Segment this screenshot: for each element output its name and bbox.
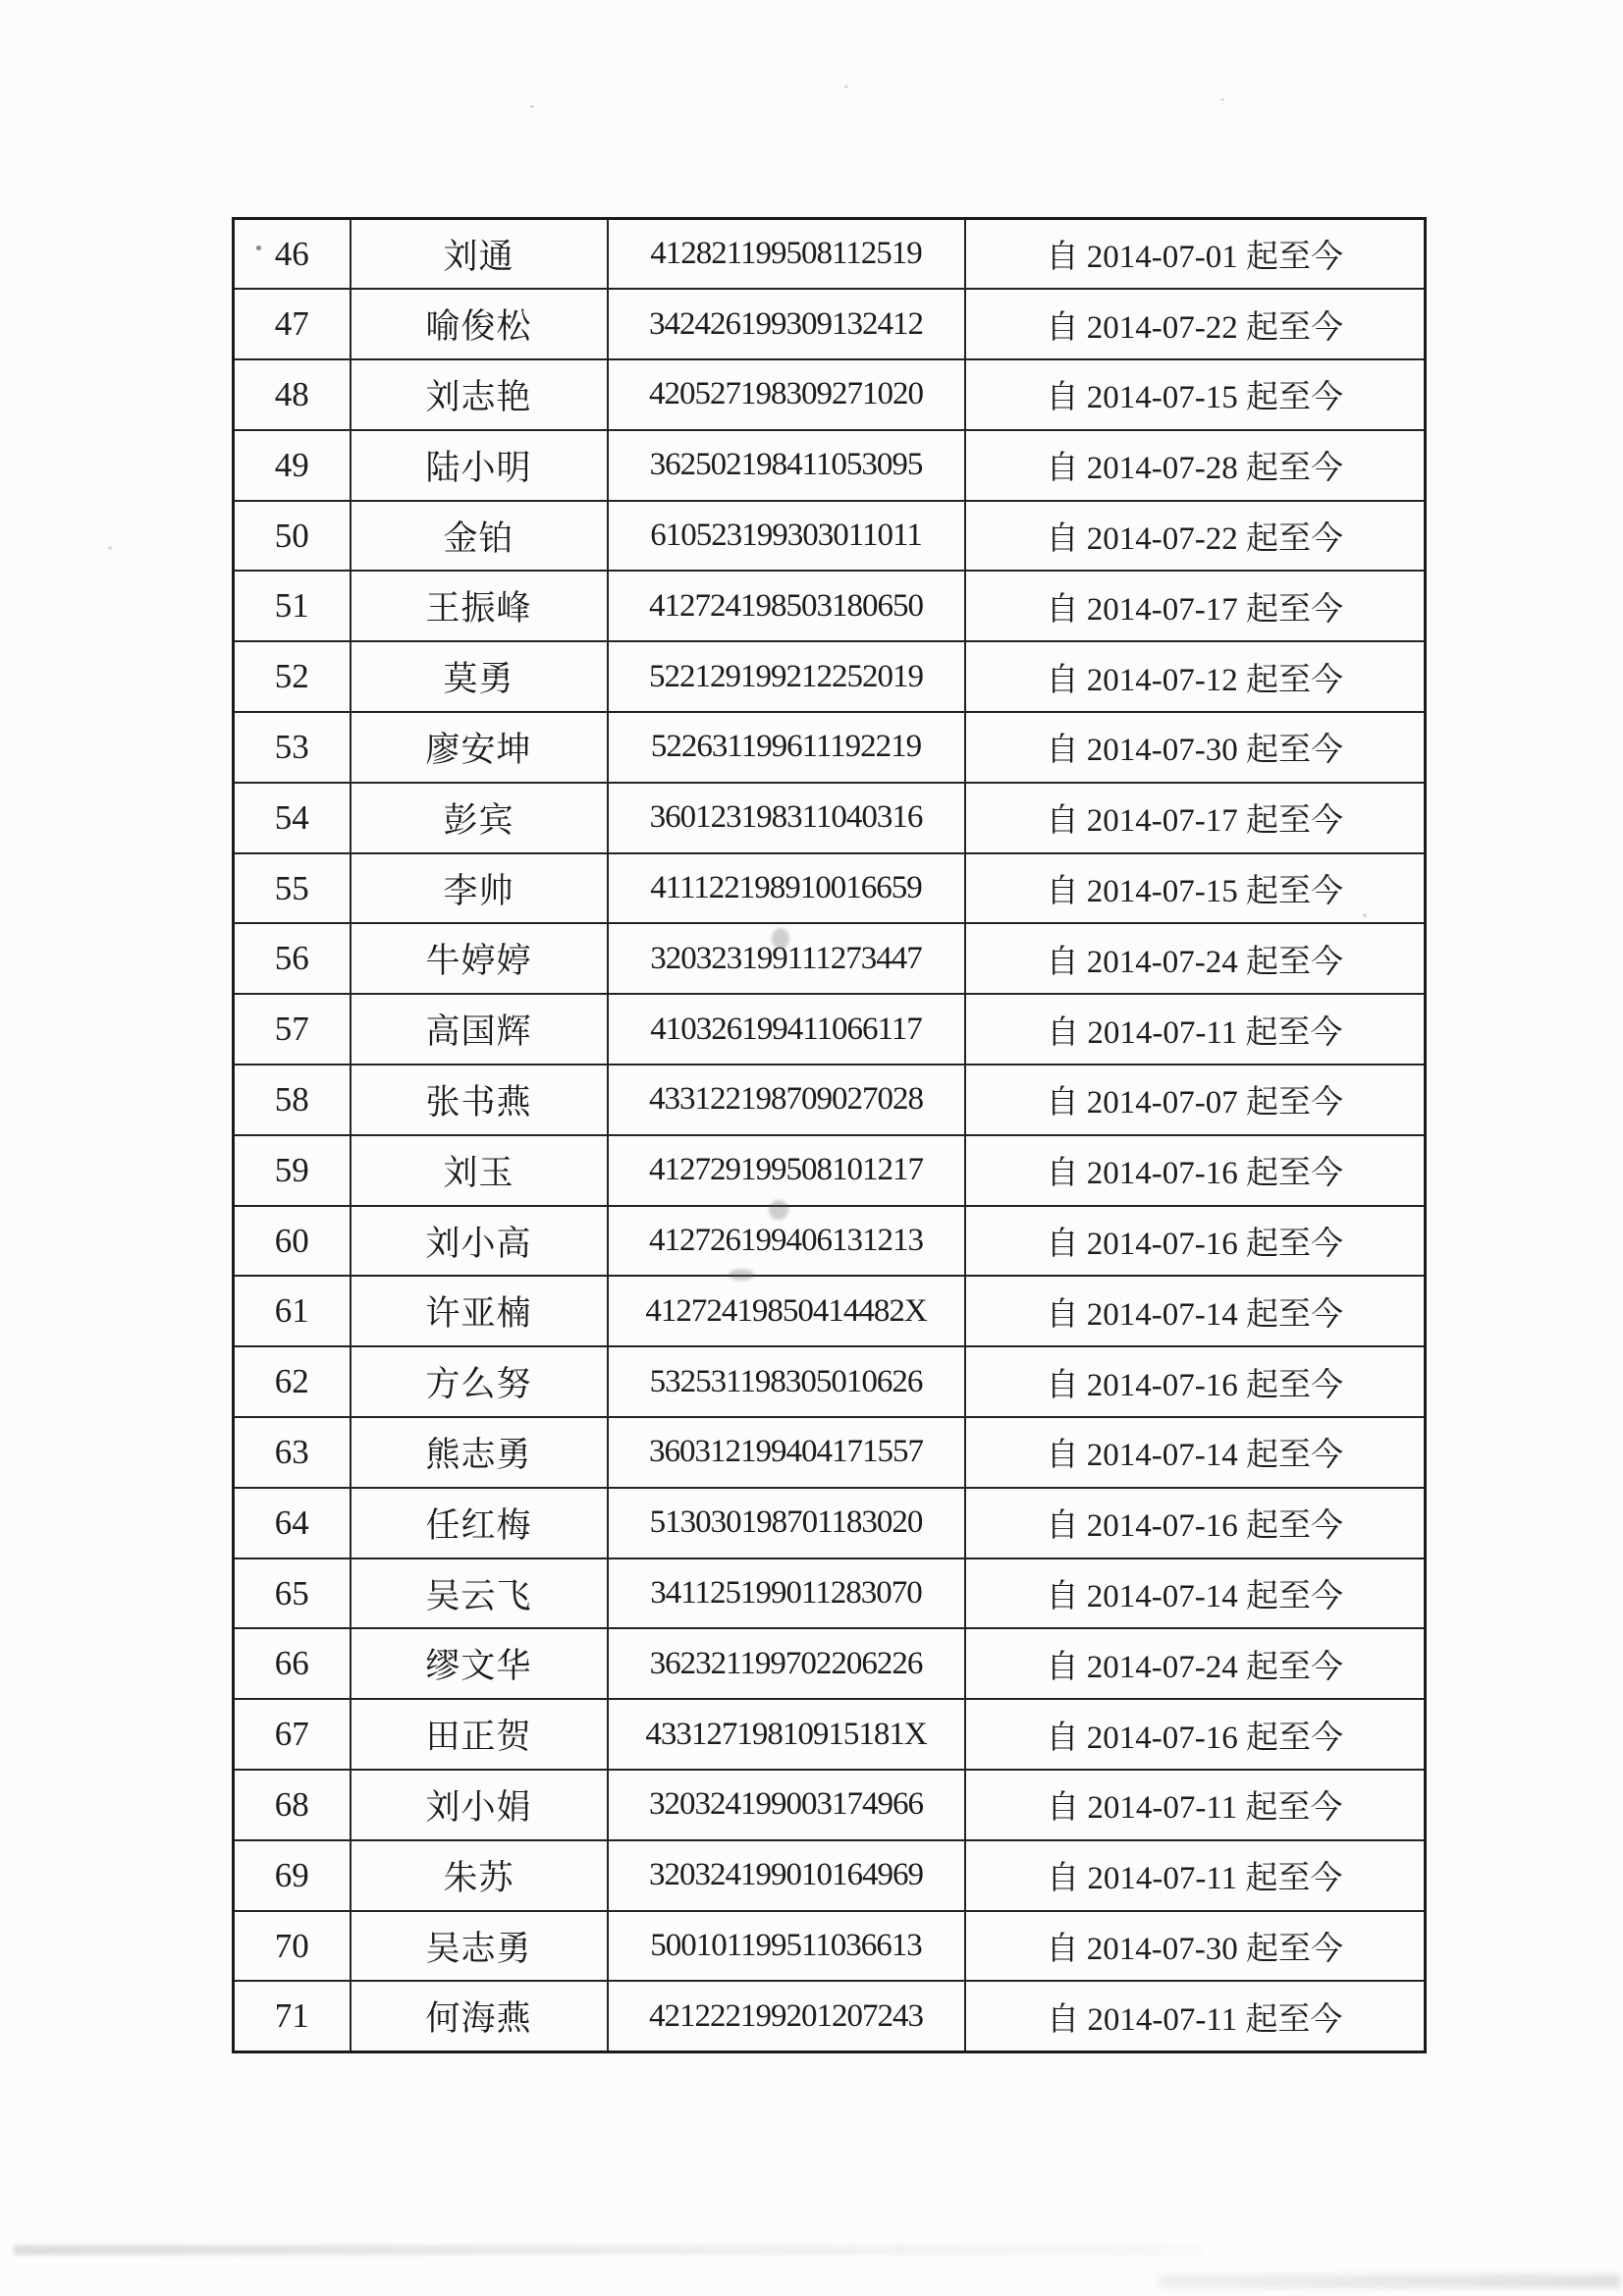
- id-number: 341125199011283070: [608, 1558, 965, 1629]
- person-name: 何海燕: [351, 1981, 608, 2051]
- id-number: 360123198311040316: [608, 783, 965, 853]
- id-number: 522129199212252019: [608, 641, 965, 712]
- row-number: 47: [234, 289, 351, 359]
- row-number: 63: [234, 1417, 351, 1488]
- row-number: 60: [234, 1206, 351, 1277]
- person-name: 高国辉: [351, 994, 608, 1065]
- scanner-streak: [1159, 2274, 1620, 2288]
- table-row: [234, 1488, 1426, 1558]
- id-number: 320323199111273447: [608, 923, 965, 994]
- row-number: 48: [234, 359, 351, 430]
- table-row: [234, 1206, 1426, 1277]
- employment-period: 自 2014-07-16 起至今: [965, 1346, 1426, 1417]
- id-number: 412821199508112519: [608, 219, 965, 290]
- employment-period: 自 2014-07-24 起至今: [965, 1628, 1426, 1699]
- id-number: 412729199508101217: [608, 1135, 965, 1206]
- employment-period: 自 2014-07-14 起至今: [965, 1417, 1426, 1488]
- person-name: 牛婷婷: [351, 923, 608, 994]
- person-name: 张书燕: [351, 1065, 608, 1135]
- table-row: [234, 1911, 1426, 1982]
- row-number: 46: [234, 219, 351, 290]
- table-row: [234, 430, 1426, 501]
- table-row: [234, 571, 1426, 641]
- person-name: 吴志勇: [351, 1911, 608, 1982]
- id-number: 410326199411066117: [608, 994, 965, 1065]
- id-number: 412726199406131213: [608, 1206, 965, 1277]
- row-number: 66: [234, 1628, 351, 1699]
- person-name: 田正贺: [351, 1699, 608, 1770]
- row-number: 68: [234, 1770, 351, 1840]
- employment-period: 自 2014-07-16 起至今: [965, 1488, 1426, 1558]
- scan-speck: [844, 85, 848, 88]
- employment-period: 自 2014-07-17 起至今: [965, 571, 1426, 641]
- row-number: 62: [234, 1346, 351, 1417]
- scan-speck: [1363, 913, 1367, 917]
- row-number: 50: [234, 501, 351, 572]
- person-name: 刘志艳: [351, 359, 608, 430]
- table-row: [234, 1135, 1426, 1206]
- scan-blot: [729, 1269, 754, 1281]
- table-row: [234, 1065, 1426, 1135]
- table-row: [234, 359, 1426, 430]
- scanner-streak: [14, 2245, 1202, 2255]
- employment-period: 自 2014-07-07 起至今: [965, 1065, 1426, 1135]
- id-number: 320324199003174966: [608, 1770, 965, 1840]
- employment-period: 自 2014-07-15 起至今: [965, 359, 1426, 430]
- employment-period: 自 2014-07-16 起至今: [965, 1206, 1426, 1277]
- person-name: 熊志勇: [351, 1417, 608, 1488]
- table-row: [234, 501, 1426, 572]
- id-number: 41272419850414482X: [608, 1276, 965, 1346]
- id-number: 362321199702206226: [608, 1628, 965, 1699]
- person-name: 陆小明: [351, 430, 608, 501]
- row-number: 58: [234, 1065, 351, 1135]
- id-number: 421222199201207243: [608, 1981, 965, 2051]
- person-name: 刘小娟: [351, 1770, 608, 1840]
- table-row: [234, 1981, 1426, 2051]
- employment-period: 自 2014-07-28 起至今: [965, 430, 1426, 501]
- table-row: [234, 712, 1426, 783]
- person-name: 莫勇: [351, 641, 608, 712]
- scan-blot: [769, 1200, 788, 1220]
- row-number: 52: [234, 641, 351, 712]
- table-row: [234, 1770, 1426, 1840]
- row-number: 64: [234, 1488, 351, 1558]
- id-number: 412724198503180650: [608, 571, 965, 641]
- table-row: [234, 219, 1426, 290]
- table-row: [234, 1840, 1426, 1911]
- row-number: 56: [234, 923, 351, 994]
- employment-period: 自 2014-07-12 起至今: [965, 641, 1426, 712]
- employment-period: 自 2014-07-11 起至今: [965, 1840, 1426, 1911]
- employment-period: 自 2014-07-16 起至今: [965, 1135, 1426, 1206]
- table-row: [234, 1346, 1426, 1417]
- id-number: 362502198411053095: [608, 430, 965, 501]
- person-name: 彭宾: [351, 783, 608, 853]
- row-number: 59: [234, 1135, 351, 1206]
- table-row: [234, 994, 1426, 1065]
- table-row: [234, 783, 1426, 853]
- employment-period: 自 2014-07-17 起至今: [965, 783, 1426, 853]
- id-number: 513030198701183020: [608, 1488, 965, 1558]
- person-name: 喻俊松: [351, 289, 608, 359]
- id-number: 532531198305010626: [608, 1346, 965, 1417]
- row-number: 71: [234, 1981, 351, 2051]
- employment-period: 自 2014-07-11 起至今: [965, 994, 1426, 1065]
- scan-speck: [256, 246, 261, 250]
- employment-period: 自 2014-07-01 起至今: [965, 219, 1426, 290]
- table-row: [234, 1417, 1426, 1488]
- row-number: 70: [234, 1911, 351, 1982]
- employment-period: 自 2014-07-15 起至今: [965, 853, 1426, 924]
- row-number: 49: [234, 430, 351, 501]
- scan-speck: [1220, 98, 1224, 101]
- employment-period: 自 2014-07-30 起至今: [965, 712, 1426, 783]
- table-row: [234, 289, 1426, 359]
- id-number: 43312719810915181X: [608, 1699, 965, 1770]
- scan-speck: [108, 546, 112, 550]
- id-number: 500101199511036613: [608, 1911, 965, 1982]
- row-number: 57: [234, 994, 351, 1065]
- id-number: 360312199404171557: [608, 1417, 965, 1488]
- id-number: 320324199010164969: [608, 1840, 965, 1911]
- scan-blot: [772, 928, 789, 950]
- employment-period: 自 2014-07-11 起至今: [965, 1981, 1426, 2051]
- person-name: 王振峰: [351, 571, 608, 641]
- person-name: 刘小高: [351, 1206, 608, 1277]
- person-name: 廖安坤: [351, 712, 608, 783]
- id-number: 411122198910016659: [608, 853, 965, 924]
- table-row: [234, 641, 1426, 712]
- row-number: 55: [234, 853, 351, 924]
- employment-period: 自 2014-07-22 起至今: [965, 501, 1426, 572]
- person-name: 李帅: [351, 853, 608, 924]
- row-number: 69: [234, 1840, 351, 1911]
- row-number: 65: [234, 1558, 351, 1629]
- employment-period: 自 2014-07-11 起至今: [965, 1770, 1426, 1840]
- row-number: 61: [234, 1276, 351, 1346]
- row-number: 53: [234, 712, 351, 783]
- table-row: [234, 1276, 1426, 1346]
- table-row: [234, 1558, 1426, 1629]
- id-number: 433122198709027028: [608, 1065, 965, 1135]
- employment-period: 自 2014-07-14 起至今: [965, 1558, 1426, 1629]
- roster-table: [232, 217, 1427, 2053]
- employment-period: 自 2014-07-14 起至今: [965, 1276, 1426, 1346]
- person-name: 金铂: [351, 501, 608, 572]
- row-number: 54: [234, 783, 351, 853]
- person-name: 吴云飞: [351, 1558, 608, 1629]
- employment-period: 自 2014-07-30 起至今: [965, 1911, 1426, 1982]
- person-name: 缪文华: [351, 1628, 608, 1699]
- person-name: 任红梅: [351, 1488, 608, 1558]
- employment-period: 自 2014-07-24 起至今: [965, 923, 1426, 994]
- id-number: 610523199303011011: [608, 501, 965, 572]
- table-row: [234, 853, 1426, 924]
- employment-period: 自 2014-07-16 起至今: [965, 1699, 1426, 1770]
- scan-speck: [530, 105, 534, 108]
- row-number: 51: [234, 571, 351, 641]
- table-row: [234, 923, 1426, 994]
- person-name: 刘玉: [351, 1135, 608, 1206]
- id-number: 342426199309132412: [608, 289, 965, 359]
- employment-period: 自 2014-07-22 起至今: [965, 289, 1426, 359]
- table-row: [234, 1628, 1426, 1699]
- person-name: 方么努: [351, 1346, 608, 1417]
- id-number: 420527198309271020: [608, 359, 965, 430]
- person-name: 朱苏: [351, 1840, 608, 1911]
- id-number: 522631199611192219: [608, 712, 965, 783]
- person-name: 许亚楠: [351, 1276, 608, 1346]
- person-name: 刘通: [351, 219, 608, 290]
- table-row: [234, 1699, 1426, 1770]
- row-number: 67: [234, 1699, 351, 1770]
